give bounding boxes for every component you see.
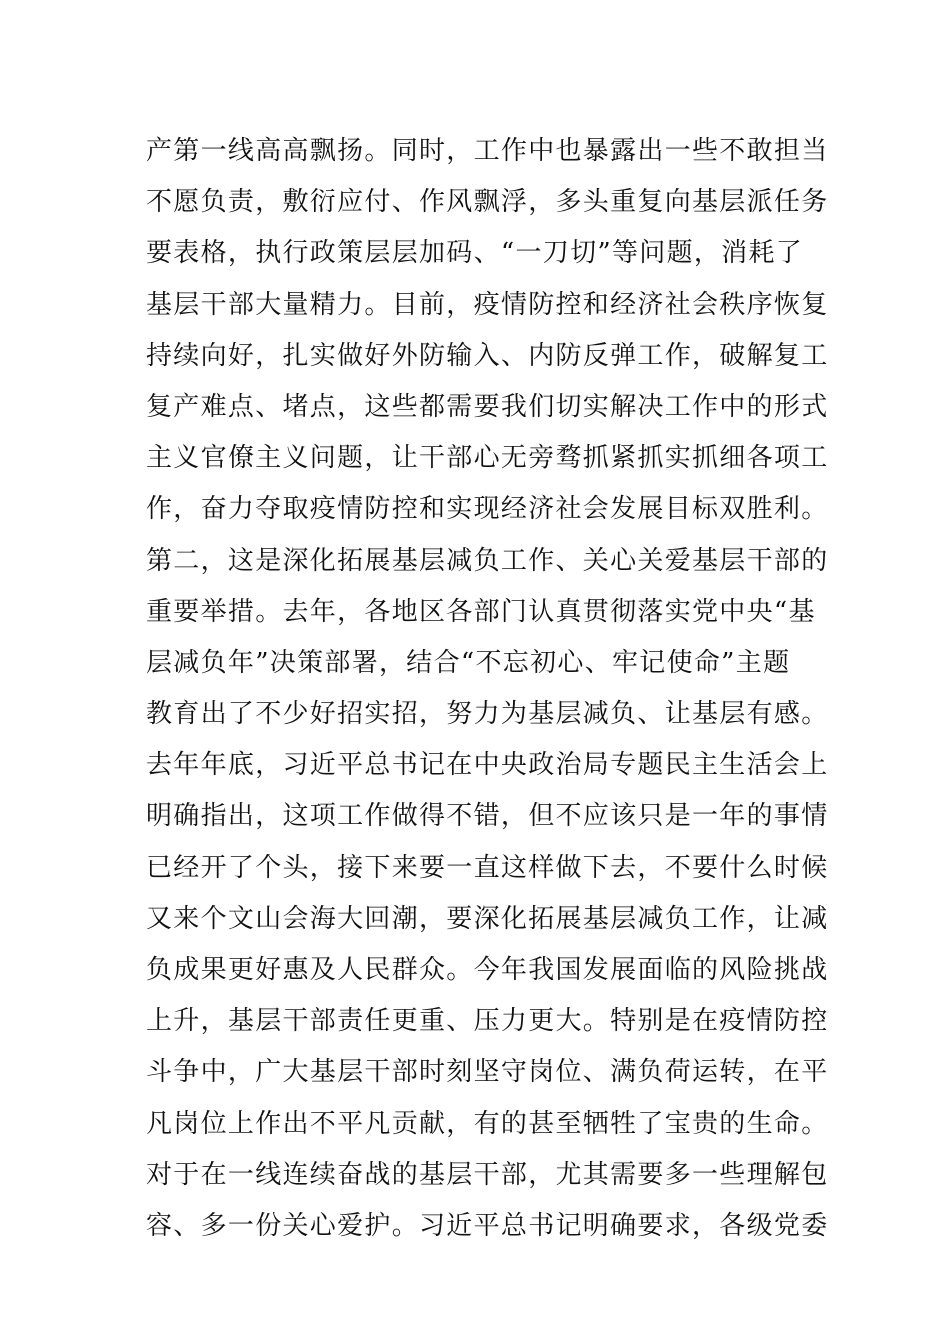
- text-line: 层减负年”决策部署，结合“不忘初心、牢记使命”主题: [146, 647, 791, 678]
- text-line: 去年年底，习近平总书记在中央政治局专题民主生活会上: [146, 750, 829, 781]
- text-line: 教育出了不少好招实招，努力为基层减负、让基层有感。: [146, 699, 829, 730]
- text-line: 主义官僚主义问题，让干部心无旁骛抓紧抓实抓细各项工: [146, 443, 829, 474]
- text-line: 明确指出，这项工作做得不错，但不应该只是一年的事情: [146, 801, 829, 832]
- text-line: 容、多一份关心爱护。习近平总书记明确要求，各级党委: [146, 1210, 829, 1241]
- text-line: 已经开了个头，接下来要一直这样做下去，不要什么时候: [146, 852, 829, 883]
- body-text: [146, 126, 829, 1252]
- text-line: 又来个文山会海大回潮，要深化拓展基层减负工作，让减: [146, 903, 829, 934]
- text-line: 凡岗位上作出不平凡贡献，有的甚至牺牲了宝贵的生命。: [146, 1108, 829, 1139]
- text-line: 重要举措。去年，各地区各部门认真贯彻落实党中央“基: [146, 596, 816, 627]
- text-line: 作，奋力夺取疫情防控和实现经济社会发展目标双胜利。: [146, 494, 829, 525]
- text-line: 基层干部大量精力。目前，疫情防控和经济社会秩序恢复: [146, 289, 829, 320]
- text-line: 负成果更好惠及人民群众。今年我国发展面临的风险挑战: [146, 955, 829, 985]
- text-line: 产第一线高高飘扬。同时，工作中也暴露出一些不敢担当: [146, 136, 829, 166]
- text-line: 不愿负责，敷衍应付、作风飘浮，多头重复向基层派任务: [146, 187, 829, 218]
- text-line: 对于在一线连续奋战的基层干部，尤其需要多一些理解包: [146, 1159, 829, 1190]
- text-line: 持续向好，扎实做好外防输入、内防反弹工作，破解复工: [146, 340, 829, 371]
- text-line: 斗争中，广大基层干部时刻坚守岗位、满负荷运转，在平: [146, 1057, 829, 1088]
- text-line: 上升，基层干部责任更重、压力更大。特别是在疫情防控: [146, 1006, 829, 1037]
- text-line: 要表格，执行政策层层加码、“一刀切”等问题，消耗了: [146, 238, 804, 269]
- text-line: 第二，这是深化拓展基层减负工作、关心关爱基层干部的: [146, 545, 829, 576]
- text-line: 复产难点、堵点，这些都需要我们切实解决工作中的形式: [146, 391, 829, 422]
